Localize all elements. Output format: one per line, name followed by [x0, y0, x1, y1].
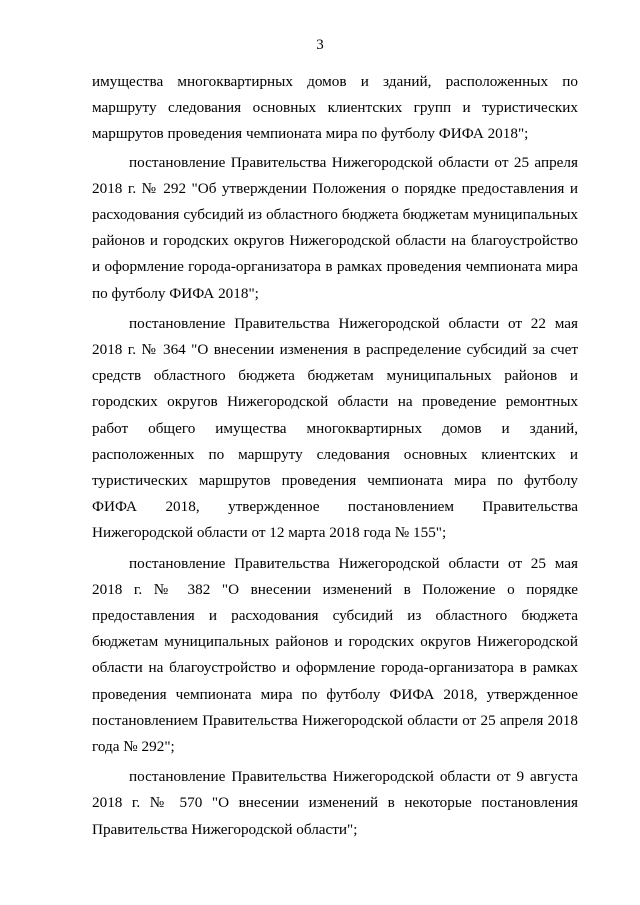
paragraph-resolution-292: постановление Правительства Нижегородской области от 25 апреля 2018 г. № 292 "Об утверждении Положения о порядке предоставления и расходования субсидий из областного бюджета бюджетам муниципальных районов и городских округов Нижегородской области на благоустройство и оформление города-организатора в рамках проведения чемпионата мира по футболу ФИФА 2018";: [92, 153, 578, 302]
page-number: 3: [316, 37, 324, 53]
paragraph-continuation: имущества многоквартирных домов и зданий, расположенных по маршруту следования основных клиентских групп и туристических маршрутов проведения чемпионата мира по футболу ФИФА 2018";: [92, 73, 578, 143]
paragraph-resolution-364: постановление Правительства Нижегородской области от 22 мая 2018 г. № 364 "О внесении изменения в распределение субсидий за счет средств областного бюджета бюджетам муниципальных районов и городских округов Нижегородской области на проведение ремонтных работ общего имущества многоквартирных домов и зданий, расположенных по маршруту следования основных клиентских и туристических маршрутов проведения чемпионата мира по футболу ФИФА 2018, утвержденное постановлением Правительства Нижегородской области от 12 марта 2018 года № 155";: [92, 314, 578, 542]
paragraph-resolution-382: постановление Правительства Нижегородской области от 25 мая 2018 г. № 382 "О внесении изменений в Положение о порядке предоставления и расходования субсидий из областного бюджета бюджетам муниципальных районов и городских округов Нижегородской области на благоустройство и оформление города-организатора в рамках проведения чемпионата мира по футболу ФИФА 2018, утвержденное постановлением Правительства Нижегородской области от 25 апреля 2018 года № 292";: [92, 554, 578, 756]
document-body: [92, 69, 578, 847]
paragraph-resolution-570: постановление Правительства Нижегородской области от 9 августа 2018 г. № 570 "О внесении изменений в некоторые постановления Правительства Нижегородской области";: [92, 768, 578, 838]
